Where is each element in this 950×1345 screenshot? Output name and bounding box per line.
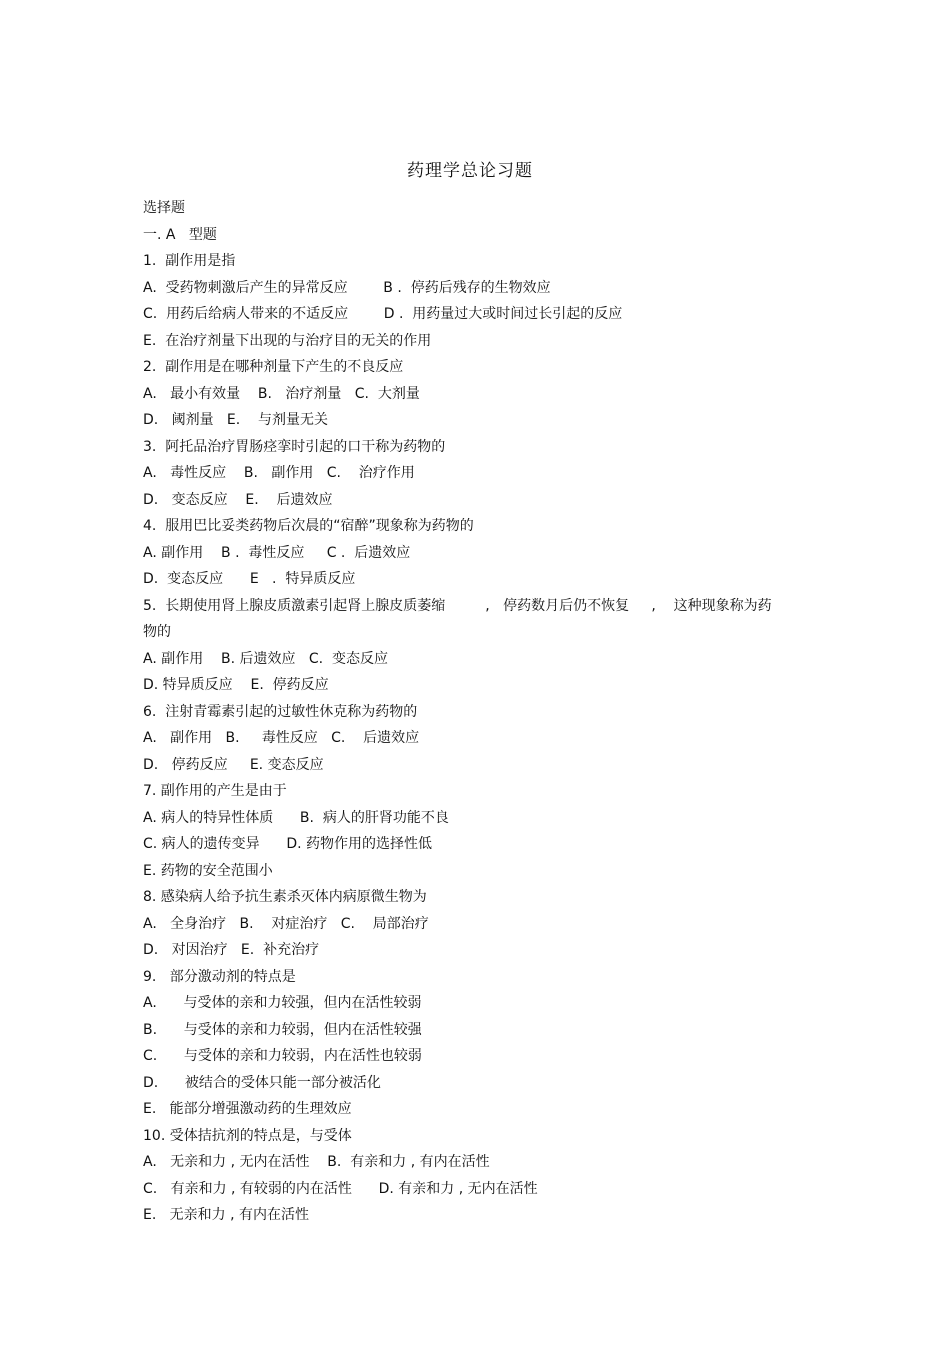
- text-line: B. 与受体的亲和力较弱，但内在活性较强: [143, 1021, 422, 1038]
- text-line: A. 全身治疗 B. 对症治疗 C. 局部治疗: [143, 915, 429, 932]
- text-line: A. 无亲和力 , 无内在活性 B. 有亲和力 , 有内在活性: [143, 1154, 490, 1170]
- text-line: A. 副作用 B. 毒性反应 C. 后遗效应: [143, 730, 420, 746]
- text-line: 选择题: [143, 200, 185, 216]
- text-line: 4. 服用巴比妥类药物后次晨的“宿醉”现象称为药物的: [143, 518, 474, 534]
- text-line: 5. 长期使用肾上腺皮质激素引起肾上腺皮质萎缩 , 停药数月后仍不恢复 , 这种现象称为药: [143, 597, 772, 614]
- text-line: E. 在治疗剂量下出现的与治疗目的无关的作用: [143, 332, 432, 349]
- text-line: 7. 副作用的产生是由于: [143, 783, 287, 799]
- text-line: 10. 受体拮抗剂的特点是，与受体: [143, 1127, 352, 1144]
- text-line: C. 与受体的亲和力较弱，内在活性也较弱: [143, 1048, 422, 1064]
- text-line: C. 用药后给病人带来的不适反应 D . 用药量过大或时间过长引起的反应: [143, 306, 623, 322]
- text-line: C. 有亲和力 , 有较弱的内在活性 D. 有亲和力 , 无内在活性: [143, 1180, 538, 1197]
- text-line: 2. 副作用是在哪种剂量下产生的不良反应: [143, 359, 404, 375]
- text-line: A. 毒性反应 B. 副作用 C. 治疗作用: [143, 465, 415, 481]
- text-line: D. 停药反应 E. 变态反应: [143, 756, 324, 773]
- text-line: A. 受药物刺激后产生的异常反应 B . 停药后残存的生物效应: [143, 279, 551, 296]
- text-line: 3. 阿托品治疗胃肠痉挛时引起的口干称为药物的: [143, 438, 446, 455]
- text-line: 一. A 型题: [143, 226, 217, 243]
- text-line: 9. 部分激动剂的特点是: [143, 968, 296, 985]
- text-line: A. 副作用 B. 后遗效应 C. 变态反应: [143, 650, 389, 667]
- text-line: D. 变态反应 E. 后遗效应: [143, 491, 333, 508]
- text-line: E. 无亲和力 , 有内在活性: [143, 1207, 309, 1223]
- text-line: D. 被结合的受体只能一部分被活化: [143, 1074, 381, 1091]
- text-line: D. 对因治疗 E. 补充治疗: [143, 942, 320, 958]
- text-line: A. 病人的特异性体质 B. 病人的肝肾功能不良: [143, 809, 449, 826]
- text-line: A. 副作用 B . 毒性反应 C . 后遗效应: [143, 544, 411, 561]
- document-title: 药理学总论习题: [407, 161, 533, 181]
- text-line: A. 最小有效量 B. 治疗剂量 C. 大剂量: [143, 385, 420, 402]
- document-body: [143, 195, 803, 1229]
- text-line: 1. 副作用是指: [143, 253, 236, 269]
- text-line: C. 病人的遗传变异 D. 药物作用的选择性低: [143, 836, 433, 852]
- text-line: E. 能部分增强激动药的生理效应: [143, 1101, 352, 1117]
- text-line: D. 变态反应 E . 特异质反应: [143, 571, 356, 587]
- text-line: E. 药物的安全范围小: [143, 862, 273, 879]
- text-line: 物的: [143, 624, 171, 640]
- text-line: D. 阈剂量 E. 与剂量无关: [143, 412, 329, 428]
- text-line: D. 特异质反应 E. 停药反应: [143, 677, 329, 693]
- text-line: A. 与受体的亲和力较强，但内在活性较弱: [143, 995, 422, 1011]
- text-line: 8. 感染病人给予抗生素杀灭体内病原微生物为: [143, 889, 427, 905]
- text-line: 6. 注射青霉素引起的过敏性休克称为药物的: [143, 703, 418, 720]
